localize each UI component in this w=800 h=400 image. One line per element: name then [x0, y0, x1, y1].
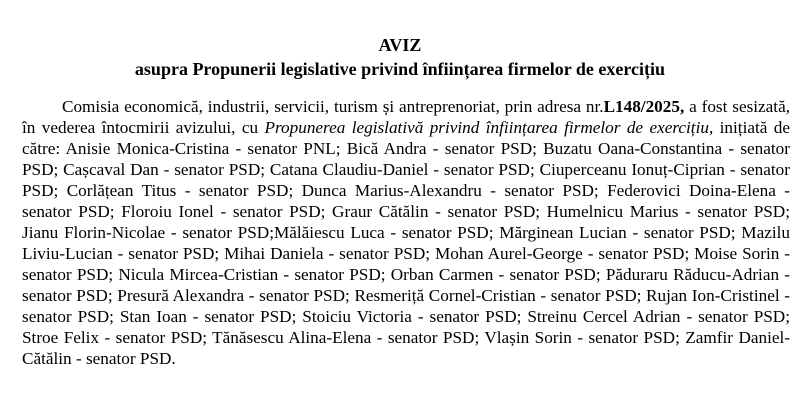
body-paragraph — [22, 96, 790, 369]
document-title: AVIZ — [378, 35, 422, 55]
paragraph-after-reference: a fost sesizată, în vederea întocmirii avizului, cu — [22, 97, 790, 137]
document-subtitle: asupra Propunerii legislative privind înființarea firmelor de exercițiu — [134, 59, 666, 79]
proposal-title: Propunerea legislativă privind înființarea firmelor de exercițiu, — [264, 118, 714, 137]
initiators-list: inițiată de către: Anisie Monica-Cristina - senator PNL; Bică Andra - senator PSD; Buzatu Oana-Constantina - senator PSD; Cașcaval Dan - senator PSD; Catana Claudiu-Daniel - senator PSD; Ciuperceanu Ionuț-Ciprian - senator PSD; Corlățean Titus - senator PSD; Dunca Marius-Alexandru - senator PSD; Federovici Doina-Elena - senator PSD; Floroiu Ionel - senator PSD; Graur Cătălin - senator PSD; Humelnicu Marius - senator PSD; Jianu Florin-Nicolae - senator PSD;Mălăiescu Luca - senator PSD; Mărginean Lucian - senator PSD; Mazilu Liviu-Lucian - senator PSD; Mihai Daniela - senator PSD; Mohan Aurel-George - senator PSD; Moise Sorin - senator PSD; Nicula Mircea-Cristian - senator PSD; Orban Carmen - senator PSD; Păduraru Răducu-Adrian - senator PSD; Presură Alexandra - senator PSD; Resmeriță Cornel-Cristian - senator PSD; Rujan Ion-Cristinel - senator PSD; Stan Ioan - senator PSD; Stoiciu Victoria - senator PSD; Streinu Cercel Adrian - senator PSD; Stroe Felix - senator PSD; Tănăsescu Alina-Elena - senator PSD; Vlașin Sorin - senator PSD; Zamfir Daniel-Cătălin - senator PSD. — [22, 118, 791, 368]
paragraph-intro: Comisia economică, industrii, servicii, turism și antreprenoriat, prin adresa nr. — [62, 97, 604, 116]
reference-number: L148/2025, — [603, 97, 685, 116]
